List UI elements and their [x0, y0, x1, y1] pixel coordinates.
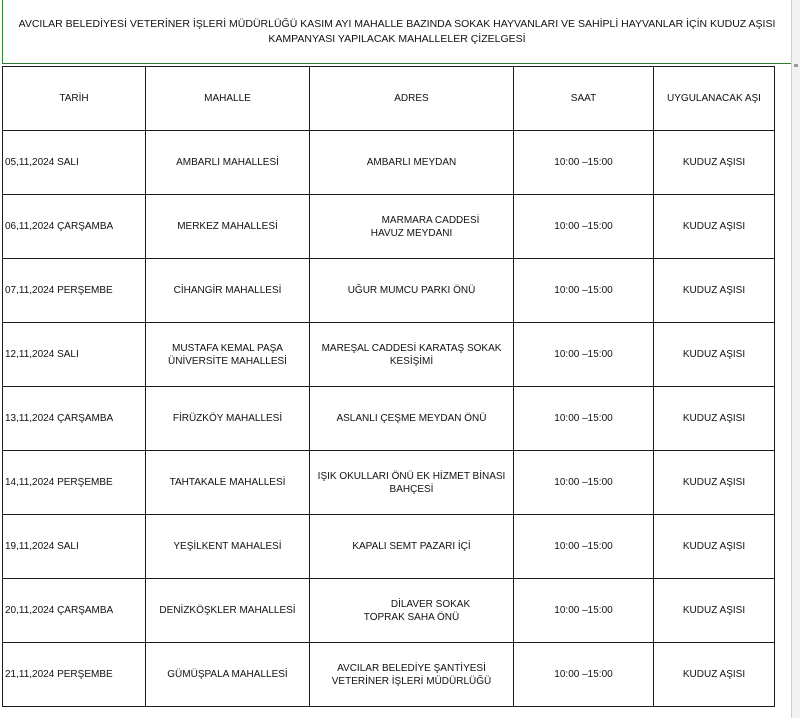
cell-adres[interactable]: [310, 323, 514, 387]
cell-asi[interactable]: KUDUZ AŞISI: [654, 579, 775, 643]
cell-mahalle[interactable]: [146, 643, 310, 707]
cell-asi[interactable]: KUDUZ AŞISI: [654, 451, 775, 515]
column-header-tarih[interactable]: TARİH: [3, 67, 146, 131]
cell-saat[interactable]: 10:00 –15:00: [514, 515, 654, 579]
mahalle-line: DENİZKÖŞKLER MAHALLESİ: [159, 605, 296, 616]
cell-date[interactable]: 20,11,2024 ÇARŞAMBA: [3, 579, 146, 643]
table-row: [3, 195, 775, 259]
table-row: [3, 515, 775, 579]
mahalle-line: TAHTAKALE MAHALLESİ: [169, 477, 286, 488]
adres-line: KESİŞİMİ: [389, 355, 434, 367]
cell-mahalle[interactable]: [146, 579, 310, 643]
mahalle-line: CİHANGİR MAHALLESİ: [173, 285, 282, 296]
adres-line: MARMARA CADDESİ: [381, 214, 480, 226]
cell-date[interactable]: 07,11,2024 PERŞEMBE: [3, 259, 146, 323]
cell-saat[interactable]: 10:00 –15:00: [514, 195, 654, 259]
cell-mahalle[interactable]: [146, 131, 310, 195]
cell-adres[interactable]: [310, 259, 514, 323]
adres-line: BAHÇESİ: [389, 483, 434, 495]
cell-adres[interactable]: [310, 131, 514, 195]
vertical-scrollbar[interactable]: [791, 0, 800, 718]
mahalle-line: GÜMÜŞPALA MAHALLESİ: [167, 669, 288, 680]
table-row: [3, 259, 775, 323]
cell-date[interactable]: 21,11,2024 PERŞEMBE: [3, 643, 146, 707]
cell-asi[interactable]: KUDUZ AŞISI: [654, 131, 775, 195]
cell-mahalle[interactable]: [146, 323, 310, 387]
adres-line: ASLANLI ÇEŞME MEYDAN ÖNÜ: [336, 413, 487, 424]
cell-saat[interactable]: 10:00 –15:00: [514, 323, 654, 387]
table-header-row: [3, 67, 775, 131]
cell-date[interactable]: 19,11,2024 SALI: [3, 515, 146, 579]
column-header-adres[interactable]: ADRES: [310, 67, 514, 131]
cell-date[interactable]: 06,11,2024 ÇARŞAMBA: [3, 195, 146, 259]
mahalle-line: MUSTAFA KEMAL PAŞA: [172, 342, 283, 354]
cell-mahalle[interactable]: [146, 195, 310, 259]
table-row: [3, 579, 775, 643]
cell-mahalle[interactable]: [146, 387, 310, 451]
table-row: [3, 451, 775, 515]
cell-adres[interactable]: [310, 195, 514, 259]
cell-saat[interactable]: 10:00 –15:00: [514, 643, 654, 707]
mahalle-line: YEŞİLKENT MAHALESİ: [173, 541, 282, 552]
cell-asi[interactable]: KUDUZ AŞISI: [654, 259, 775, 323]
cell-adres[interactable]: [310, 643, 514, 707]
cell-date[interactable]: 14,11,2024 PERŞEMBE: [3, 451, 146, 515]
cell-date[interactable]: 05,11,2024 SALI: [3, 131, 146, 195]
title-line-1: AVCILAR BELEDİYESİ VETERİNER İŞLERİ MÜDÜRLÜĞÜ KASIM AYI MAHALLE BAZINDA SOKAK HAYVANLARI VE SAHİPLİ HAYVANLAR İÇİN KUDUZ AŞISI: [18, 17, 776, 30]
column-header-saat[interactable]: SAAT: [514, 67, 654, 131]
mahalle-line: FİRÜZKÖY MAHALLESİ: [172, 413, 283, 424]
cell-saat[interactable]: 10:00 –15:00: [514, 579, 654, 643]
adres-line: IŞIK OKULLARI ÖNÜ EK HİZMET BİNASI: [317, 470, 506, 482]
table-row: [3, 131, 775, 195]
cell-adres[interactable]: [310, 515, 514, 579]
cell-saat[interactable]: 10:00 –15:00: [514, 131, 654, 195]
cell-asi[interactable]: KUDUZ AŞISI: [654, 515, 775, 579]
scrollbar-marker: [794, 64, 798, 67]
cell-mahalle[interactable]: [146, 451, 310, 515]
cell-saat[interactable]: 10:00 –15:00: [514, 259, 654, 323]
cell-adres[interactable]: [310, 451, 514, 515]
column-header-uygulanacak-asi[interactable]: UYGULANACAK AŞI: [654, 67, 775, 131]
cell-saat[interactable]: 10:00 –15:00: [514, 387, 654, 451]
adres-line: DİLAVER SOKAK: [390, 598, 471, 610]
cell-mahalle[interactable]: [146, 515, 310, 579]
cell-date[interactable]: 13,11,2024 ÇARŞAMBA: [3, 387, 146, 451]
adres-line: VETERİNER İŞLERİ MÜDÜRLÜĞÜ: [331, 675, 492, 687]
table-row: [3, 643, 775, 707]
table-row: [3, 387, 775, 451]
schedule-table: [2, 66, 775, 707]
adres-line: TOPRAK SAHA ÖNÜ: [363, 611, 460, 623]
cell-asi[interactable]: KUDUZ AŞISI: [654, 323, 775, 387]
mahalle-line: MERKEZ MAHALLESİ: [177, 221, 278, 232]
adres-line: UĞUR MUMCU PARKI ÖNÜ: [347, 285, 476, 296]
adres-line: HAVUZ MEYDANI: [370, 227, 453, 239]
cell-adres[interactable]: [310, 579, 514, 643]
cell-date[interactable]: 12,11,2024 SALI: [3, 323, 146, 387]
adres-line: KAPALI SEMT PAZARI İÇİ: [352, 541, 471, 552]
adres-line: MAREŞAL CADDESİ KARATAŞ SOKAK: [321, 342, 502, 354]
table-row: [3, 323, 775, 387]
mahalle-line: AMBARLI MAHALLESİ: [176, 157, 279, 168]
cell-adres[interactable]: [310, 387, 514, 451]
cell-asi[interactable]: KUDUZ AŞISI: [654, 387, 775, 451]
cell-asi[interactable]: KUDUZ AŞISI: [654, 643, 775, 707]
cell-mahalle[interactable]: [146, 259, 310, 323]
column-header-mahalle[interactable]: MAHALLE: [146, 67, 310, 131]
cell-asi[interactable]: KUDUZ AŞISI: [654, 195, 775, 259]
cell-saat[interactable]: 10:00 –15:00: [514, 451, 654, 515]
title-cell[interactable]: [2, 0, 792, 64]
adres-line: AVCILAR BELEDİYE ŞANTİYESİ: [337, 662, 486, 674]
title-line-2: KAMPANYASI YAPILACAK MAHALLELER ÇİZELGESİ: [268, 32, 526, 45]
mahalle-line: ÜNİVERSİTE MAHALLESİ: [168, 355, 287, 367]
adres-line: AMBARLI MEYDAN: [366, 157, 457, 168]
